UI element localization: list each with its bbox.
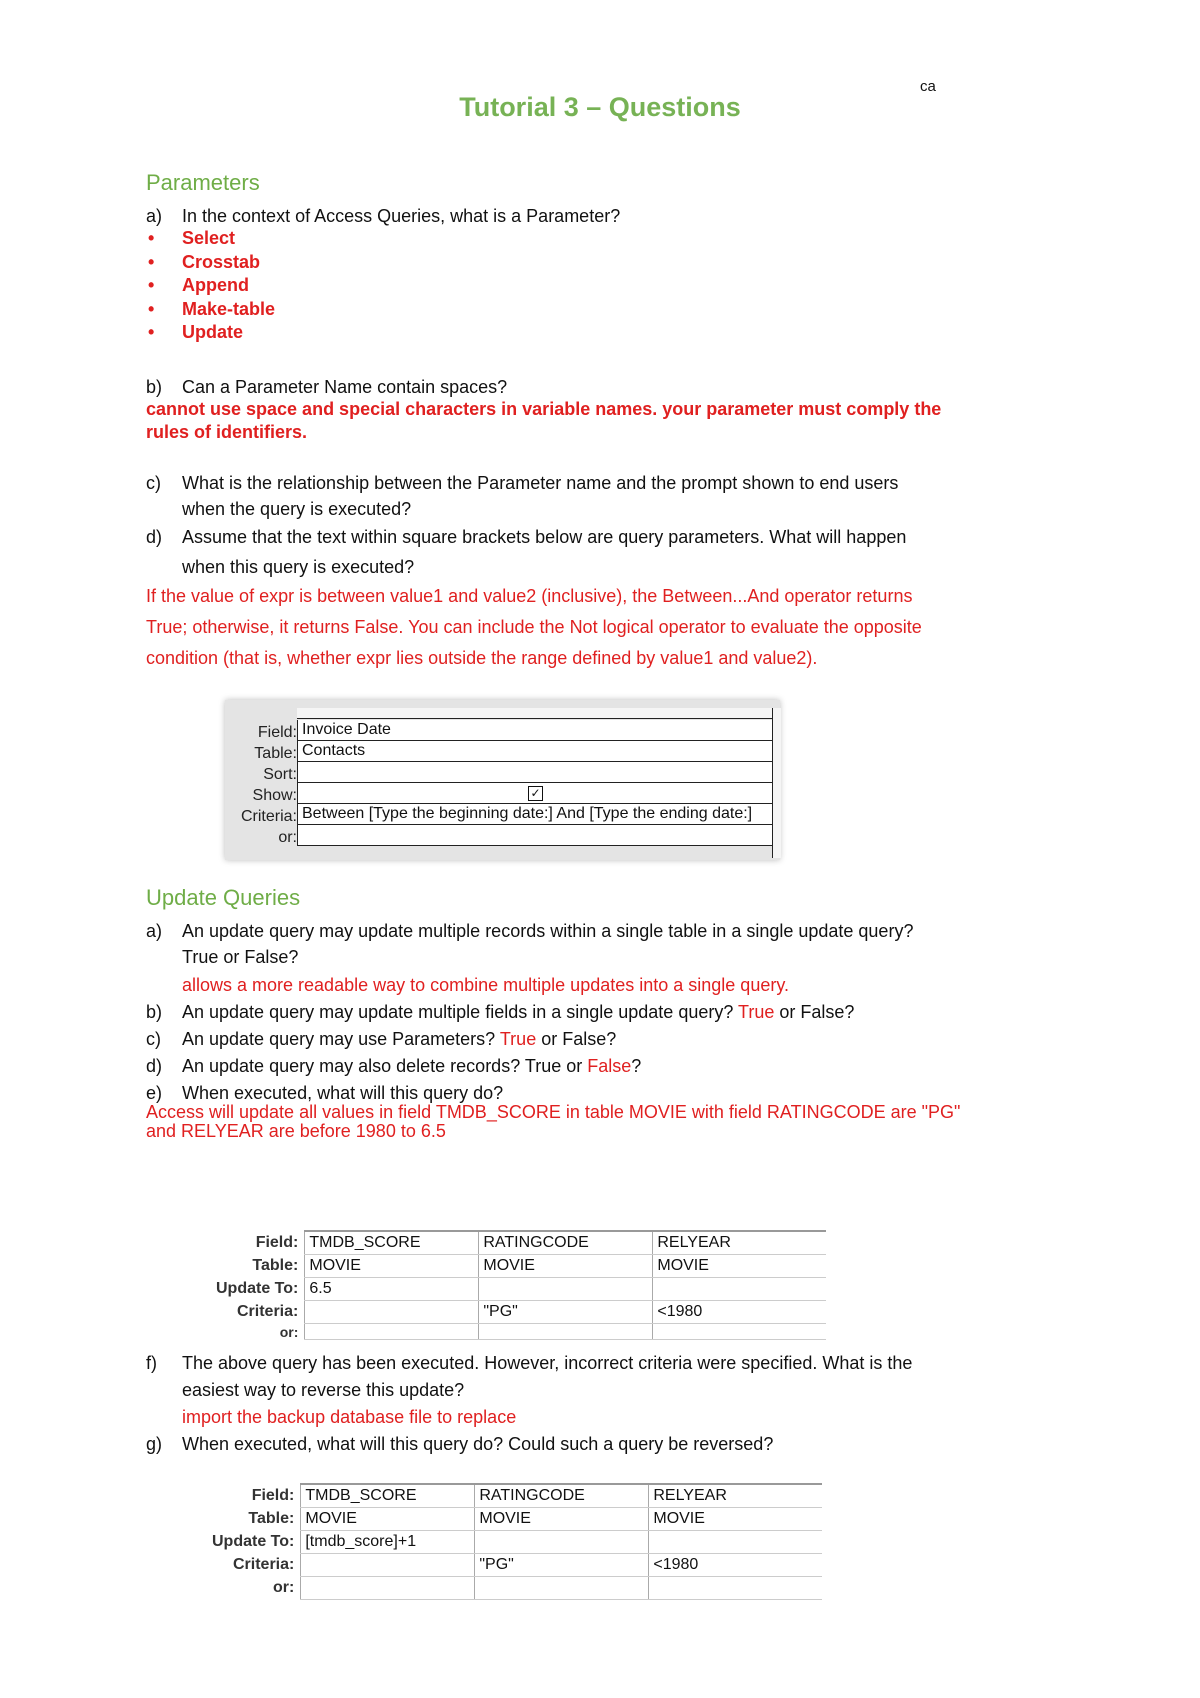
- update-query-grid-1: Field: TMDB_SCORE RATINGCODE RELYEAR Table: MOVIE MOVIE MOVIE Update To: 6.5 Criteria: "PG" <1980 or:: [212, 1230, 826, 1340]
- update-question-f-cont: easiest way to reverse this update?: [182, 1380, 465, 1400]
- list-item: • Make-table: [148, 298, 276, 319]
- row-label: Criteria:: [240, 808, 297, 825]
- param-answer-d-line1: If the value of expr is between value1 and value2 (inclusive), the Between...And operator returns: [146, 586, 913, 606]
- grid-cell-or: [298, 825, 773, 846]
- param-question-d-cont: when this query is executed?: [182, 557, 415, 577]
- grid-header-bar: [297, 708, 772, 719]
- question-text: In the context of Access Queries, what is a Parameter?: [182, 206, 621, 226]
- update-question-a-cont: True or False?: [182, 947, 299, 967]
- update-question-g: g) When executed, what will this query do? Could such a query be reversed?: [146, 1434, 774, 1454]
- update-answer-e-line2: and RELYEAR are before 1980 to 6.5: [146, 1121, 446, 1141]
- page-title: Tutorial 3 – Questions: [459, 92, 741, 122]
- list-item: • Select: [148, 228, 236, 248]
- update-question-d: d) An update query may also delete records? True or False?: [146, 1056, 642, 1076]
- param-question-c-cont: when the query is executed?: [182, 499, 412, 519]
- update-answer-f: import the backup database file to replace: [182, 1407, 517, 1427]
- grid-cell-field: Invoice Date: [298, 720, 773, 741]
- update-answer-a: allows a more readable way to combine multiple updates into a single query.: [182, 975, 789, 995]
- param-answer-d-line3: condition (that is, whether expr lies outside the range defined by value1 and value2).: [146, 648, 818, 668]
- row-label: Show:: [252, 787, 297, 804]
- grid-cell-table: Contacts: [298, 741, 773, 762]
- update-question-a: a) An update query may update multiple records within a single table in a single update query?: [146, 921, 914, 941]
- grid-cell-criteria: Between [Type the beginning date:] And [Type the ending date:]: [298, 804, 773, 825]
- update-heading: Update Queries: [146, 885, 301, 910]
- param-question-b: b) Can a Parameter Name contain spaces?: [146, 377, 508, 397]
- parameters-heading: Parameters: [146, 170, 260, 195]
- row-label: or:: [278, 829, 297, 846]
- corner-note: ca: [920, 78, 936, 95]
- checkbox-checked-icon: ✓: [528, 786, 543, 801]
- grid-cell-show: [298, 783, 773, 804]
- param-question-d: d) Assume that the text within square brackets below are query parameters. What will happen: [146, 527, 907, 547]
- parameter-query-grid: [225, 700, 780, 860]
- row-label: Table:: [254, 745, 297, 762]
- param-answer-b-line2: rules of identifiers.: [146, 422, 308, 442]
- param-answer-d-line2: True; otherwise, it returns False. You can include the Not logical operator to evaluate the opposite: [146, 617, 922, 637]
- update-question-e: e) When executed, what will this query do?: [146, 1083, 504, 1103]
- param-question-a: [146, 205, 620, 227]
- param-answer-b-line1: cannot use space and special characters in variable names. your parameter must comply the: [146, 399, 942, 419]
- grid-scroll-edge: [772, 708, 781, 858]
- grid-cells: [297, 720, 773, 846]
- grid-row-labels: [225, 722, 297, 848]
- update-question-f: f) The above query has been executed. However, incorrect criteria were specified. What is the: [146, 1353, 913, 1373]
- grid-cell-sort: [298, 762, 773, 783]
- row-label: Sort:: [263, 766, 297, 783]
- list-item: • Append: [148, 275, 249, 295]
- list-item: • Crosstab: [148, 251, 261, 272]
- question-label: a): [146, 206, 163, 226]
- row-label: Field:: [257, 724, 297, 741]
- update-question-b: b) An update query may update multiple fields in a single update query? True or False?: [146, 1002, 855, 1022]
- update-question-c: c) An update query may use Parameters? True or False?: [146, 1029, 617, 1049]
- param-answer-list: [146, 227, 275, 345]
- update-answer-e-line1: Access will update all values in field TMDB_SCORE in table MOVIE with field RATINGCODE are "PG": [146, 1102, 961, 1122]
- param-question-c: c) What is the relationship between the Parameter name and the prompt shown to end users: [146, 473, 899, 493]
- update-query-grid-2: Field: TMDB_SCORE RATINGCODE RELYEAR Table: MOVIE MOVIE MOVIE Update To: [tmdb_score]+1 Criteria: "PG" <1980 or:: [208, 1483, 822, 1600]
- list-item: • Update: [148, 322, 244, 342]
